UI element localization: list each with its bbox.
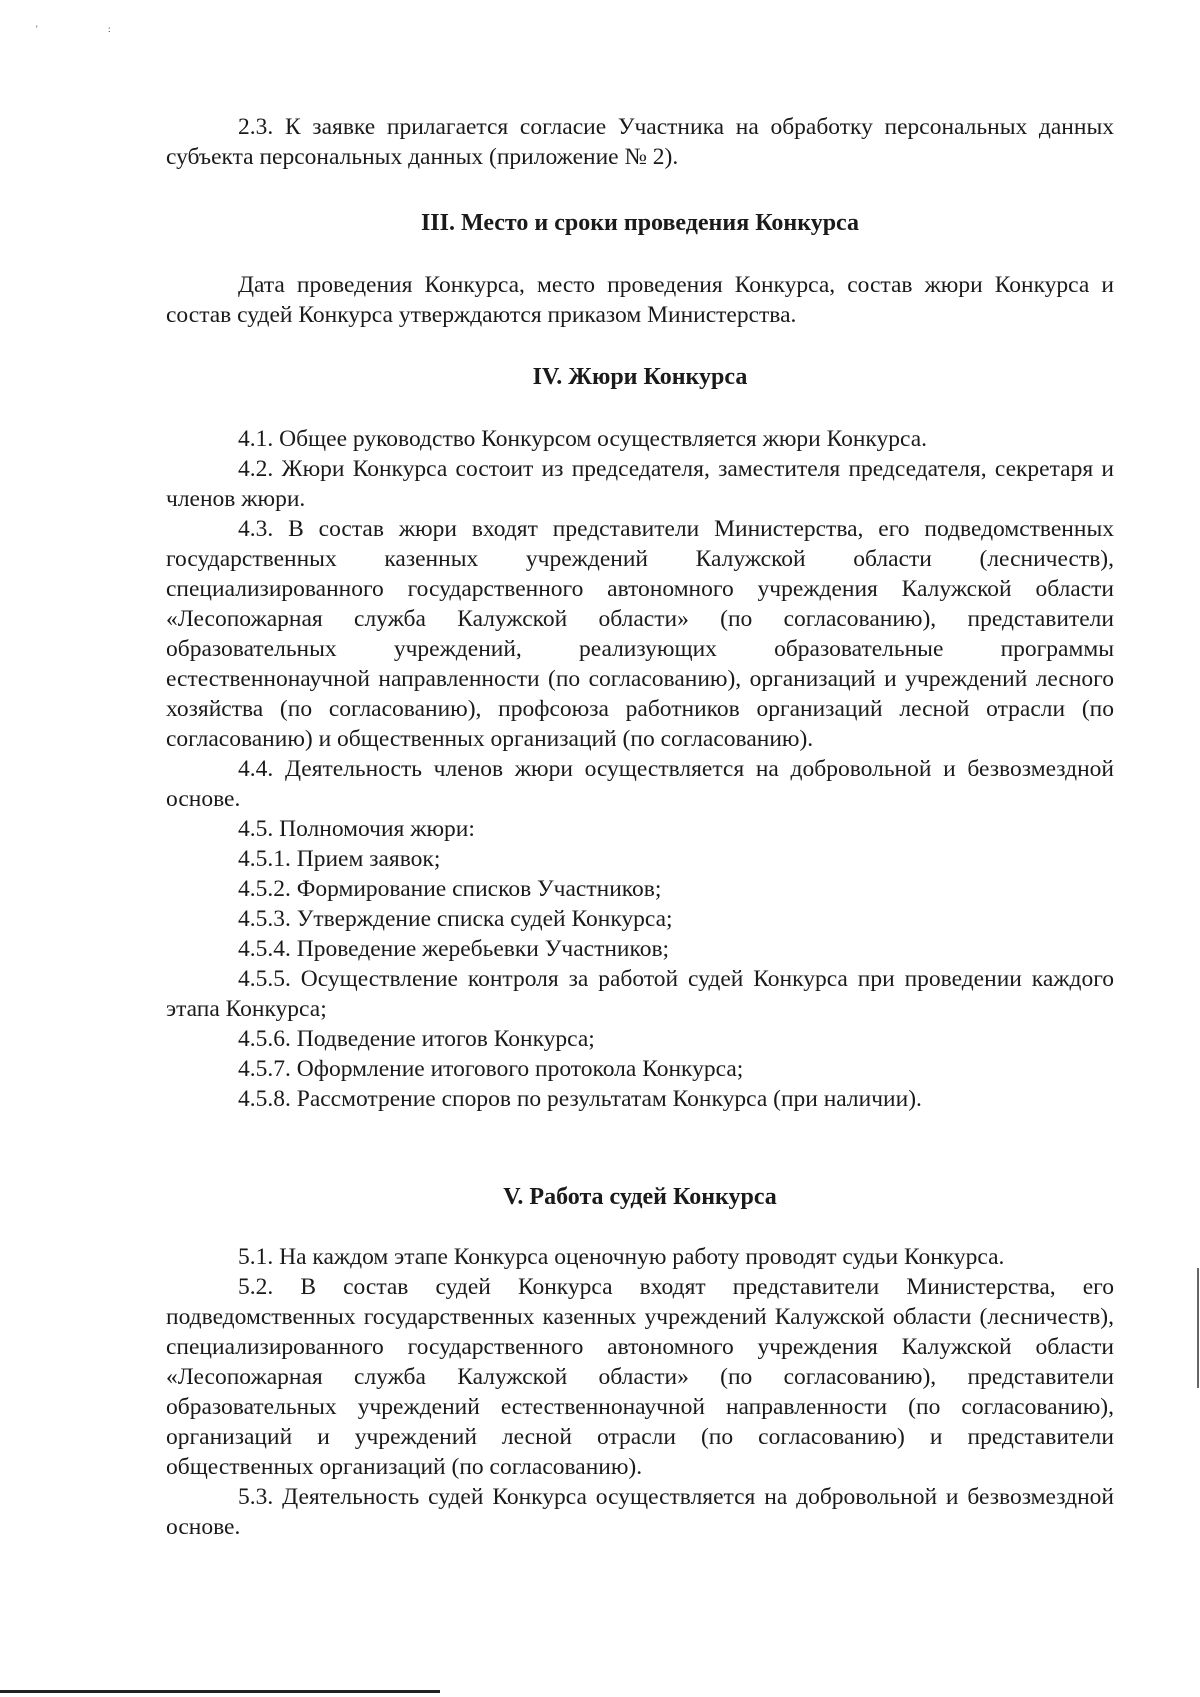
- paragraph-5-1: 5.1. На каждом этапе Конкурса оценочную работу проводят судьи Конкурса.: [238, 1244, 1005, 1270]
- paragraph-4-2: 4.2. Жюри Конкурса состоит из председателя, заместителя председателя, секретаря и членов жюри.: [166, 456, 1114, 512]
- list-item-4-5-4: 4.5.4. Проведение жеребьевки Участников;: [238, 936, 670, 962]
- section-3-heading: III. Место и сроки проведения Конкурса: [420, 210, 860, 236]
- section-2-continuation: [166, 112, 1114, 172]
- paragraph-4-1: 4.1. Общее руководство Конкурсом осуществляется жюри Конкурса.: [238, 426, 928, 452]
- list-item-4-5-1: 4.5.1. Прием заявок;: [238, 846, 441, 872]
- paragraph-4-5: 4.5. Полномочия жюри:: [238, 816, 475, 842]
- section-4-body: [166, 424, 1114, 1114]
- section-5-heading: V. Работа судей Конкурса: [503, 1184, 777, 1210]
- scan-edge-line: [1197, 1268, 1199, 1388]
- list-item-4-5-8: 4.5.8. Рассмотрение споров по результатам Конкурса (при наличии).: [238, 1086, 922, 1112]
- list-item-4-5-5: 4.5.5. Осуществление контроля за работой судей Конкурса при проведении каждого этапа Конкурса;: [166, 966, 1114, 1022]
- list-item-4-5-2: 4.5.2. Формирование списков Участников;: [238, 876, 662, 902]
- paragraph-5-2: 5.2. В состав судей Конкурса входят представители Министерства, его подведомственных государственных казенных учреждений Калужской области (лесничеств), специализированного государственного автономного учреждения Калужской области «Лесопожарная служба Калужской области» (по согласованию), представители образовательных учреждений естественнонаучной направленности (по согласованию), организаций и учреждений лесной отрасли (по согласованию) и представители общественных организаций (по согласованию).: [166, 1274, 1114, 1480]
- paragraph-4-4: 4.4. Деятельность членов жюри осуществляется на добровольной и безвозмездной основе.: [166, 756, 1114, 812]
- scan-artifact: ': [36, 24, 38, 34]
- paragraph-3-1: Дата проведения Конкурса, место проведения Конкурса, состав жюри Конкурса и состав судей Конкурса утверждаются приказом Министерства.: [166, 272, 1114, 328]
- scan-artifact: :: [108, 24, 111, 34]
- section-3-body: [166, 270, 1114, 330]
- list-item-4-5-3: 4.5.3. Утверждение списка судей Конкурса;: [238, 906, 673, 932]
- paragraph-2-3: 2.3. К заявке прилагается согласие Участника на обработку персональных данных субъекта персональных данных (приложение № 2).: [166, 114, 1114, 170]
- section-5-body: [166, 1242, 1114, 1542]
- paragraph-4-3: 4.3. В состав жюри входят представители Министерства, его подведомственных государственных казенных учреждений Калужской области (лесничеств), специализированного государственного автономного учреждения Калужской области «Лесопожарная служба Калужской области» (по согласованию), представители образовательных учреждений, реализующих образовательные программы естественнонаучной направленности (по согласованию), организаций и учреждений лесного хозяйства (по согласованию), профсоюза работников организаций лесной отрасли (по согласованию) и общественных организаций (по согласованию).: [166, 516, 1114, 752]
- list-item-4-5-7: 4.5.7. Оформление итогового протокола Конкурса;: [238, 1056, 744, 1082]
- paragraph-5-3: 5.3. Деятельность судей Конкурса осуществляется на добровольной и безвозмездной основе.: [166, 1484, 1114, 1540]
- list-item-4-5-6: 4.5.6. Подведение итогов Конкурса;: [238, 1026, 595, 1052]
- scan-bottom-line: [0, 1690, 440, 1693]
- section-4-heading: IV. Жюри Конкурса: [532, 364, 748, 390]
